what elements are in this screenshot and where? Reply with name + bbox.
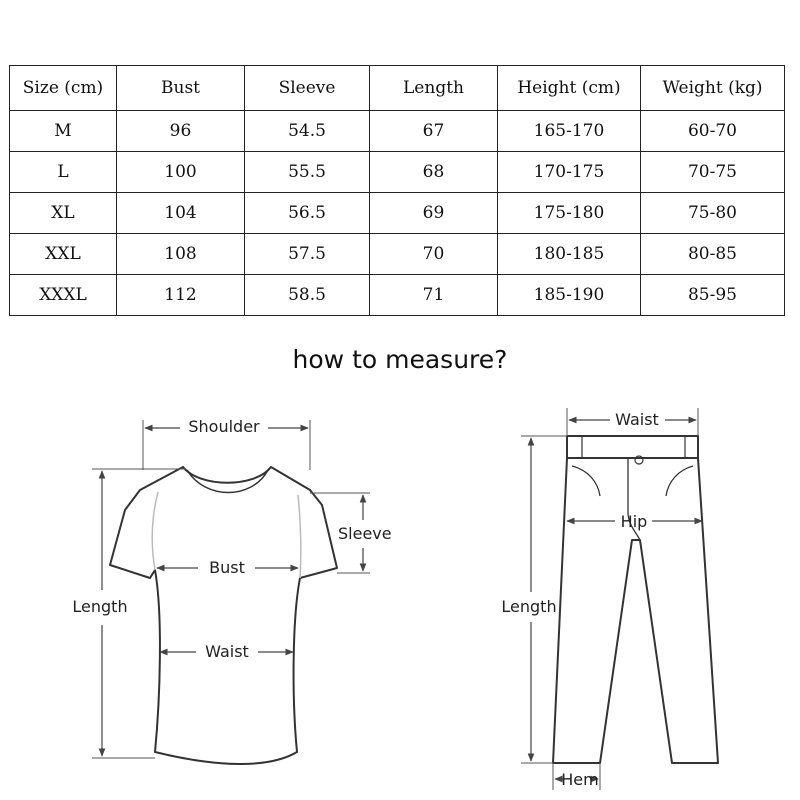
cell-weight: 75-80	[641, 193, 785, 234]
pants-outline	[553, 458, 718, 763]
tshirt-collar	[187, 470, 268, 493]
cell-weight: 80-85	[641, 234, 785, 275]
cell-sleeve: 55.5	[245, 152, 370, 193]
header-size: Size (cm)	[10, 66, 117, 111]
cell-height: 180-185	[498, 234, 641, 275]
tshirt-outline	[110, 467, 337, 764]
header-bust: Bust	[117, 66, 245, 111]
cell-length: 67	[370, 111, 498, 152]
header-length: Length	[370, 66, 498, 111]
cell-bust: 104	[117, 193, 245, 234]
cell-height: 170-175	[498, 152, 641, 193]
tshirt-sleeve-seam-left	[152, 492, 158, 570]
cell-size: XXL	[10, 234, 117, 275]
cell-length: 71	[370, 275, 498, 316]
pants-pocket-right	[666, 466, 693, 496]
cell-sleeve: 58.5	[245, 275, 370, 316]
cell-bust: 108	[117, 234, 245, 275]
label-sleeve: Sleeve	[338, 524, 392, 543]
tshirt-illustration	[110, 467, 337, 764]
cell-bust: 96	[117, 111, 245, 152]
cell-sleeve: 54.5	[245, 111, 370, 152]
cell-height: 185-190	[498, 275, 641, 316]
header-height: Height (cm)	[498, 66, 641, 111]
label-hem: Hem	[561, 770, 599, 789]
label-waist-shirt: Waist	[205, 642, 249, 661]
cell-sleeve: 56.5	[245, 193, 370, 234]
cell-bust: 100	[117, 152, 245, 193]
pants-waistband	[567, 436, 698, 458]
cell-size: XL	[10, 193, 117, 234]
tshirt-arrows	[102, 428, 363, 756]
cell-sleeve: 57.5	[245, 234, 370, 275]
cell-weight: 60-70	[641, 111, 785, 152]
header-sleeve: Sleeve	[245, 66, 370, 111]
cell-length: 69	[370, 193, 498, 234]
cell-length: 70	[370, 234, 498, 275]
cell-height: 175-180	[498, 193, 641, 234]
cell-weight: 70-75	[641, 152, 785, 193]
label-length-pants: Length	[501, 597, 557, 616]
cell-size: L	[10, 152, 117, 193]
cell-length: 68	[370, 152, 498, 193]
cell-height: 165-170	[498, 111, 641, 152]
label-shoulder: Shoulder	[188, 417, 260, 436]
cell-weight: 85-95	[641, 275, 785, 316]
label-length-shirt: Length	[72, 597, 128, 616]
pants-pocket-left	[572, 466, 600, 496]
how-to-measure-heading: how to measure?	[292, 345, 508, 374]
cell-size: M	[10, 111, 117, 152]
tshirt-sleeve-seam-right	[298, 495, 301, 578]
cell-bust: 112	[117, 275, 245, 316]
pants-arrows	[531, 420, 702, 779]
label-bust: Bust	[209, 558, 245, 577]
label-hip: Hip	[620, 512, 648, 531]
label-waist-pants: Waist	[615, 410, 659, 429]
pants-illustration	[553, 436, 718, 763]
tshirt-guides	[92, 420, 370, 758]
header-weight: Weight (kg)	[641, 66, 785, 111]
cell-size: XXXL	[10, 275, 117, 316]
